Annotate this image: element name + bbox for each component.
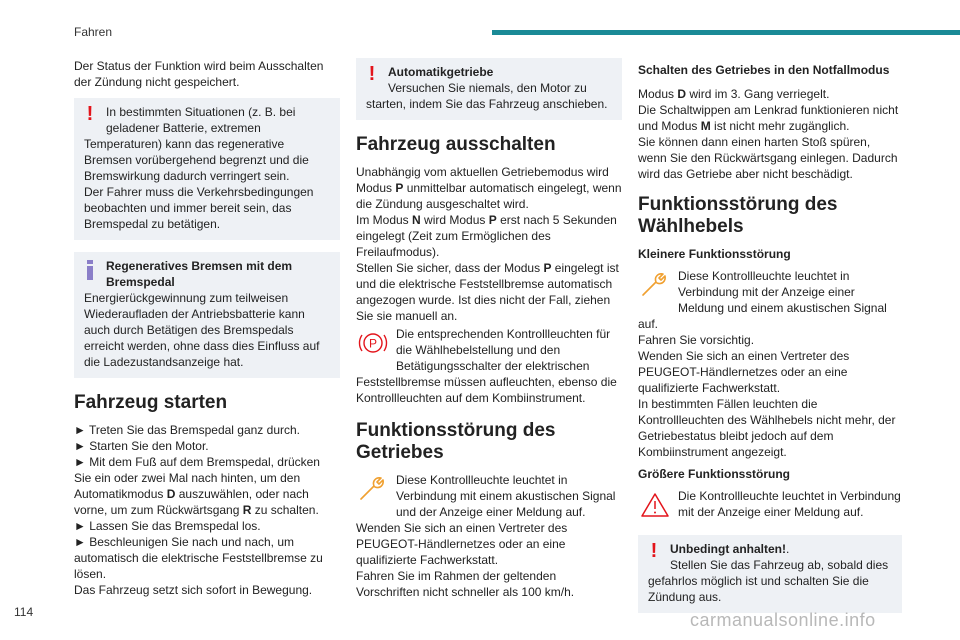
step-2: ► Starten Sie den Motor. — [74, 439, 209, 453]
parking-brake-text: Die entsprechenden Kontrollleuchten für die Wählhebelstellung und den Betätigungsschalter der elektrischen Feststellbremse müssen aufleuchten, ebenso die Kontrollleuchten auf dem Kombiinstrument. — [356, 327, 617, 405]
wrench-service-icon — [638, 269, 672, 301]
warning-text: In bestimmten Situationen (z. B. bei geladener Batterie, extremen Temperaturen) kann das regenerative Bremsen vorübergehend begrenzt und die Bremswirkung dadurch verringert sein. — [84, 105, 309, 183]
off-paragraph-1: Unabhängig vom aktuellen Getriebemodus wird Modus P unmittelbar automatisch eingelegt, wenn die Zündung ausgeschaltet wird. — [356, 165, 622, 211]
minor-fault-text: Diese Kontrollleuchte leuchtet in Verbindung mit der Anzeige einer Meldung und einem akustischen Signal auf. — [638, 269, 887, 331]
gearbox-fault-text: Diese Kontrollleuchte leuchtet in Verbindung mit einem akustischen Signal und der Anzeige einer Meldung auf. — [396, 473, 616, 519]
off-paragraph-3: Stellen Sie sicher, dass der Modus P eingelegt ist und die elektrische Feststellbremse automatisch angezogen wurde. Ist dies nicht der Fall, ziehen Sie sie manuell an. — [356, 261, 619, 323]
header-accent-bar — [492, 30, 960, 35]
em-paragraph-2: Die Schaltwippen am Lenkrad funktionieren nicht und Modus M ist nicht mehr zugänglich. — [638, 103, 899, 133]
off-paragraph-2: Im Modus N wird Modus P erst nach 5 Sekunden eingelegt (Zeit zum Ermöglichen des Freilaufmodus). — [356, 213, 617, 259]
warning-exclamation-icon: ! — [650, 540, 658, 562]
heading-minor-fault: Kleinere Funktionsstörung — [638, 247, 791, 261]
warning-exclamation-icon: ! — [368, 63, 376, 85]
stop-warning-title: Unbedingt anhalten!. — [670, 542, 790, 556]
parking-brake-note — [356, 326, 622, 406]
watermark: carmanualsonline.info — [690, 610, 876, 630]
intro-paragraph: Der Status der Funktion wird beim Ausschalten der Zündung nicht gespeichert. — [74, 59, 324, 89]
info-icon — [84, 258, 96, 280]
stop-warning-box — [638, 535, 902, 613]
em-paragraph-3: Sie können dann einen harten Stoß spüren, wenn Sie den Rückwärtsgang einlegen. Dadurch wird das Getriebe aber nicht beschädigt. — [638, 135, 898, 181]
warning-box-automatic — [356, 58, 622, 120]
heading-selector-fault: Funktionsstörung des Wählhebels — [638, 194, 838, 237]
warning-triangle-icon — [638, 489, 672, 521]
warning-exclamation-icon: ! — [86, 103, 94, 125]
em-paragraph-1: Modus D wird im 3. Gang verriegelt. — [638, 87, 830, 101]
page-header-title: Fahren — [74, 25, 113, 39]
minor-fault-text-2: Fahren Sie vorsichtig. — [638, 333, 755, 347]
minor-fault-text-4: In bestimmten Fällen leuchten die Kontrollleuchten des Wählhebels nicht mehr, der Getriebestatus bleibt jedoch auf dem Kombiinstrument angezeigt. — [638, 397, 896, 459]
info-box-regenerative-braking — [74, 252, 340, 378]
warning-box-text: Versuchen Sie niemals, den Motor zu starten, indem Sie das Fahrzeug anschieben. — [366, 81, 608, 111]
info-box-title: Regeneratives Bremsen mit dem Bremspedal — [106, 259, 293, 289]
step-5: ► Beschleunigen Sie nach und nach, um automatisch die elektrische Feststellbremse zu lösen. — [74, 535, 323, 581]
step-3: ► Mit dem Fuß auf dem Bremspedal, drücken Sie ein oder zwei Mal nach hinten, um den Automatikmodus D auszuwählen, oder nach vorne, um zum Rückwärtsgang R zu schalten. — [74, 455, 320, 517]
stop-warning-text: Stellen Sie das Fahrzeug ab, sobald dies gefahrlos möglich ist und schalten Sie die Zündung aus. — [648, 558, 889, 604]
minor-fault-text-3: Wenden Sie sich an einen Vertreter des PEUGEOT-Händlernetzes oder an eine qualifizierte Fachwerkstatt. — [638, 349, 850, 395]
heading-emergency-mode: Schalten des Getriebes in den Notfallmodus — [638, 63, 890, 77]
warning-box-regenerative — [74, 98, 340, 240]
gearbox-fault-note — [356, 472, 622, 600]
warning-text-2: Der Fahrer muss die Verkehrsbedingungen beobachten und immer bereit sein, das Bremspedal zu betätigen. — [84, 185, 314, 231]
column-middle — [356, 58, 622, 600]
switch-off-text — [356, 164, 622, 324]
gearbox-fault-text-3: Fahren Sie im Rahmen der geltenden Vorschriften nicht schneller als 100 km/h. — [356, 569, 575, 599]
heading-start-vehicle: Fahrzeug starten — [74, 392, 228, 413]
column-right — [638, 58, 902, 625]
info-box-text: Energierückgewinnung zum teilweisen Wiederaufladen der Antriebsbatterie kann auch durch Betätigen des Bremspedals erreicht werden, ohne dass dies Einfluss auf die Ladezustandsanzeige hat. — [84, 291, 320, 369]
step-1: ► Treten Sie das Bremspedal ganz durch. — [74, 423, 300, 437]
start-final: Das Fahrzeug setzt sich sofort in Bewegung. — [74, 583, 313, 597]
warning-box-title: Automatikgetriebe — [388, 65, 494, 79]
emergency-mode-text — [638, 86, 902, 182]
svg-text:P: P — [368, 336, 378, 351]
start-steps — [74, 422, 340, 598]
heading-switch-off: Fahrzeug ausschalten — [356, 134, 556, 155]
page-number: 114 — [14, 605, 34, 619]
heading-gearbox-fault: Funktionsstörung des Getriebes — [356, 420, 556, 463]
major-fault-text: Die Kontrollleuchte leuchtet in Verbindung mit der Anzeige einer Meldung auf. — [678, 489, 901, 519]
gearbox-fault-text-2: Wenden Sie sich an einen Vertreter des PEUGEOT-Händlernetzes oder an eine qualifizierte Fachwerkstatt. — [356, 521, 568, 567]
heading-major-fault: Größere Funktionsstörung — [638, 467, 791, 481]
parking-brake-icon — [356, 327, 390, 359]
minor-fault-note — [638, 268, 902, 460]
major-fault-note — [638, 488, 902, 521]
wrench-service-icon — [356, 473, 390, 505]
column-left — [74, 58, 340, 598]
step-4: ► Lassen Sie das Bremspedal los. — [74, 519, 261, 533]
